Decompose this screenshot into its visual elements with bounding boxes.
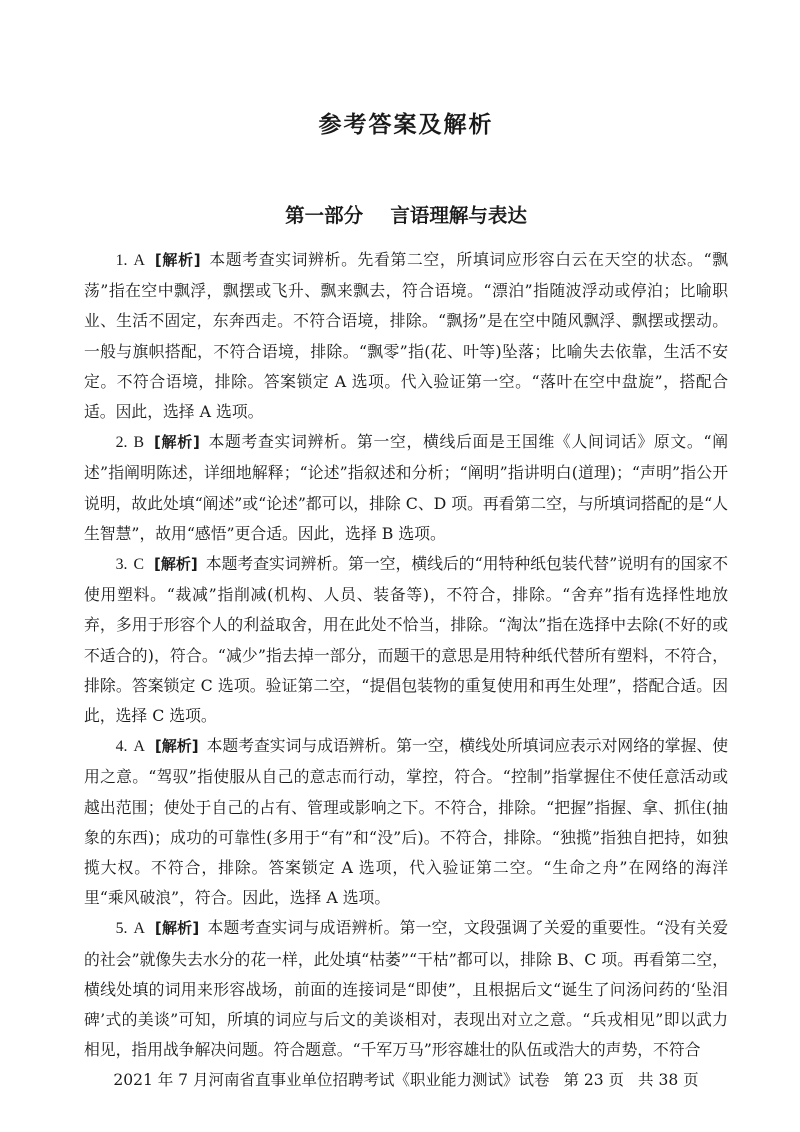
answer-choice: A — [133, 738, 145, 756]
answer-choice: B — [133, 434, 144, 452]
answer-list — [84, 245, 728, 1065]
analysis-text: 本题考查实词与成语辨析。第一空，文段强调了关爱的重要性。“没有关爱的社会”就像失去水分的花一样，此处填“枯萎”“干枯”都可以，排除 B、C 项。再看第二空，横线处填的词用来形容战场，前面的连接词是“即使”，且根据后文“诞生了问汤问药的‘坠泪碑’式的美谈”可知，所填的词应与后文的美谈相对，表现出对立之意。“兵戎相见”即以武力相见，指用战争解决问题。符合题意。“千军万马”形容雄壮的队伍或浩大的声势，不符合 — [84, 918, 729, 1060]
analysis-text: 本题考查实词与成语辨析。第一空，横线处所填词应表示对网络的掌握、使用之意。“驾驭”指使服从自己的意志而行动，掌控，符合。“控制”指掌握住不使任意活动或越出范围；使处于自己的占有、管理或影响之下。不符合，排除。“把握”指握、拿、抓住(抽象的东西)；成功的可靠性(多用于“有”和“没”后)。不符合，排除。“独揽”指独自把持，如独揽大权。不符合，排除。答案锁定 A 选项，代入验证第二空。“生命之舟”在网络的海洋里“乘风破浪”，符合。因此，选择 A 选项。 — [84, 736, 728, 908]
answer-item-3 — [84, 549, 728, 731]
answer-item-2 — [84, 427, 728, 549]
answer-number: 5. — [115, 920, 128, 938]
analysis-text: 本题考查实词辨析。第一空，横线后面是王国维《人间词话》原文。“阐述”指阐明陈述，详细地解释；“论述”指叙述和分析；“阐明”指讲明白(道理)；“声明”指公开说明，故此处填“阐述”或“论述”都可以，排除 C、D 项。再看第二空，与所填词搭配的是“人生智慧”，故用“感悟”更合适。因此，选择 B 选项。 — [84, 432, 728, 543]
analysis-tag: [解析] — [154, 555, 198, 574]
answer-number: 1. — [115, 252, 128, 269]
analysis-tag: [解析] — [154, 433, 200, 452]
answer-number: 3. — [115, 556, 128, 574]
analysis-tag: [解析] — [154, 919, 200, 938]
page-title: 参考答案及解析 — [318, 112, 494, 138]
analysis-text: 本题考查实词辨析。先看第二空，所填词应形容白云在天空的状态。“飘荡”指在空中飘浮，飘摆或飞升、飘来飘去，符合语境。“漂泊”指随波浮动或停泊；比喻职业、生活不固定，东奔西走。不符合语境，排除。“飘扬”是在空中随风飘浮、飘摆或摆动。一般与旗帜搭配，不符合语境，排除。“飘零”指(花、叶等)坠落；比喻失去依靠，生活不安定。不符合语境，排除。答案锁定 A 选项。代入验证第一空。“落叶在空中盘旋”，搭配合适。因此，选择 A 选项。 — [84, 250, 729, 422]
footer-exam-name: 2021 年 7 月河南省直事业单位招聘考试《职业能力测试》试卷 — [113, 1071, 550, 1089]
answer-number: 2. — [115, 434, 128, 452]
answer-number: 4. — [115, 738, 128, 756]
analysis-text: 本题考查实词辨析。第一空，横线后的“用特种纸包装代替”说明有的国家不使用塑料。“裁减”指削减(机构、人员、装备等)，不符合，排除。“舍弃”指有选择性地放弃，多用于形容个人的利益取舍，用在此处不恰当，排除。“淘汰”指在选择中去除(不好的或不适合的)，符合。“减少”指去掉一部分，而题干的意思是用特种纸代替所有塑料，不符合，排除。答案锁定 C 选项。验证第二空，“提倡包装物的重复使用和再生处理”，搭配合适。因此，选择 C 选项。 — [84, 554, 728, 726]
answer-choice: C — [133, 556, 144, 574]
answer-item-4 — [84, 731, 728, 913]
answer-item-1 — [84, 245, 728, 427]
page-footer — [84, 1068, 728, 1092]
analysis-tag: [解析] — [154, 737, 199, 756]
footer-page-number: 第 23 页 — [563, 1071, 625, 1089]
section-title: 第一部分 言语理解与表达 — [285, 204, 527, 227]
answer-choice: A — [133, 252, 145, 269]
analysis-tag: [解析] — [154, 251, 201, 269]
footer-total-pages: 共 38 页 — [638, 1071, 699, 1089]
answer-item-5 — [84, 913, 728, 1065]
answer-page — [84, 0, 728, 1132]
answer-choice: A — [133, 920, 145, 938]
